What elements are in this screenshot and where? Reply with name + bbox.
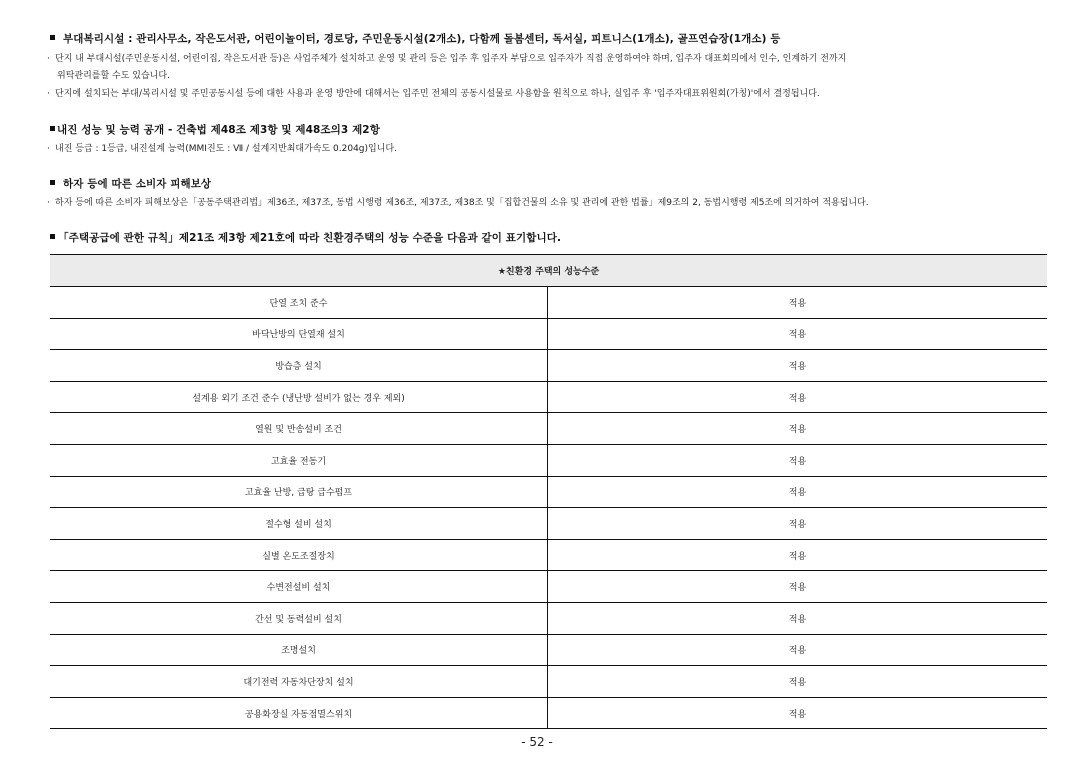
status-cell: 적용 xyxy=(548,508,1048,540)
item-cell: 고효율 전동기 xyxy=(50,444,548,476)
welfare-line-2 xyxy=(57,68,170,81)
status-cell: 적용 xyxy=(548,287,1048,319)
welfare-line-1-text: 단지 내 부대시설(주민운동시설, 어린이집, 작은도서관 등)은 사업주체가 설치하고 운영 및 관리 등은 입주 후 입주자 부담으로 입주자가 직접 운영하여야 하며, 입주자 대표회의에서 인수, 인계하기 전까지 xyxy=(55,54,847,64)
item-cell: 수변전설비 설치 xyxy=(50,571,548,603)
welfare-line-3 xyxy=(47,86,820,99)
section-title-welfare-text: 부대복리시설 : 관리사무소, 작은도서관, 어린이놀이터, 경로당, 주민운동시설(2개소), 다함께 돌봄센터, 독서실, 피트니스(1개소), 골프연습장(1개소) 등 xyxy=(63,33,781,45)
section-title-welfare xyxy=(50,31,781,46)
square-bullet-icon xyxy=(50,35,55,40)
section-title-seismic-text: 내진 성능 및 능력 공개 - 건축법 제48조 제3항 및 제48조의3 제2항 xyxy=(57,124,380,136)
item-cell: 단열 조치 준수 xyxy=(50,287,548,319)
item-cell: 고효율 난방, 급탕 급수펌프 xyxy=(50,476,548,508)
status-cell: 적용 xyxy=(548,318,1048,350)
section-title-eco xyxy=(50,230,561,245)
section-title-eco-text: 「주택공급에 관한 규칙」제21조 제3항 제21호에 따라 친환경주택의 성능 수준을 다음과 같이 표기합니다. xyxy=(58,232,562,244)
item-cell: 실별 온도조절장치 xyxy=(50,539,548,571)
table-row xyxy=(50,602,1047,634)
table-row xyxy=(50,381,1047,413)
table-row xyxy=(50,318,1047,350)
item-cell: 방습층 설치 xyxy=(50,350,548,382)
seismic-line-1-text: 내진 등급 : 1등급, 내진설계 능력(MMI진도 : Ⅶ / 설계지반최대가속도 0.204g)입니다. xyxy=(55,144,397,154)
item-cell: 절수형 설비 설치 xyxy=(50,508,548,540)
item-cell: 대기전력 자동차단장치 설치 xyxy=(50,666,548,698)
status-cell: 적용 xyxy=(548,476,1048,508)
status-cell: 적용 xyxy=(548,602,1048,634)
table-row xyxy=(50,666,1047,698)
table-row xyxy=(50,350,1047,382)
status-cell: 적용 xyxy=(548,666,1048,698)
dot-bullet-icon: · xyxy=(47,89,50,99)
section-title-defect xyxy=(50,176,211,191)
square-bullet-icon xyxy=(50,126,55,131)
table-row xyxy=(50,444,1047,476)
table-row xyxy=(50,571,1047,603)
status-cell: 적용 xyxy=(548,634,1048,666)
status-cell: 적용 xyxy=(548,444,1048,476)
section-title-seismic xyxy=(50,122,380,137)
welfare-line-1 xyxy=(47,51,846,64)
dot-bullet-icon: · xyxy=(47,144,50,154)
table-body xyxy=(50,287,1047,729)
section-title-defect-text: 하자 등에 따른 소비자 피해보상 xyxy=(63,178,212,190)
status-cell: 적용 xyxy=(548,697,1048,729)
table-row xyxy=(50,634,1047,666)
welfare-line-2-text: 위탁관리를할 수도 있습니다. xyxy=(57,71,170,81)
seismic-line-1 xyxy=(47,141,397,154)
item-cell: 공용화장실 자동점멸스위치 xyxy=(50,697,548,729)
table-row xyxy=(50,413,1047,445)
status-cell: 적용 xyxy=(548,413,1048,445)
table-row xyxy=(50,287,1047,319)
dot-bullet-icon: · xyxy=(47,198,50,208)
dot-bullet-icon: · xyxy=(47,54,50,64)
item-cell: 바닥난방의 단열재 설치 xyxy=(50,318,548,350)
defect-line-1-text: 하자 등에 따른 소비자 피해보상은「공동주택관리법」제36조, 제37조, 동법 시행령 제36조, 제37조, 제38조 및「집합건물의 소유 및 관리에 관한 법률」제9조의 2, 동법시행령 제5조에 의거하여 적용됩니다. xyxy=(55,198,869,208)
status-cell: 적용 xyxy=(548,571,1048,603)
table-row xyxy=(50,476,1047,508)
status-cell: 적용 xyxy=(548,381,1048,413)
square-bullet-icon xyxy=(50,180,55,185)
item-cell: 열원 및 반송설비 조건 xyxy=(50,413,548,445)
table-row xyxy=(50,508,1047,540)
eco-performance-table xyxy=(50,254,1047,729)
defect-line-1 xyxy=(47,195,869,208)
status-cell: 적용 xyxy=(548,350,1048,382)
table-header-cell: ★친환경 주택의 성능수준 xyxy=(50,255,1047,287)
welfare-line-3-text: 단지에 설치되는 부대/복리시설 및 주민공동시설 등에 대한 사용과 운영 방안에 대해서는 입주민 전체의 공동시설물로 사용함을 원칙으로 하나, 실입주 후 '입주자대표위원회(가칭)'에서 결정됩니다. xyxy=(55,89,820,99)
item-cell: 조명설치 xyxy=(50,634,548,666)
item-cell: 간선 및 동력설비 설치 xyxy=(50,602,548,634)
status-cell: 적용 xyxy=(548,539,1048,571)
table-row xyxy=(50,539,1047,571)
table-row xyxy=(50,697,1047,729)
page-number: - 52 - xyxy=(521,735,553,749)
table-header-row xyxy=(50,255,1047,287)
item-cell: 설계용 외기 조건 준수 (냉난방 설비가 없는 경우 제외) xyxy=(50,381,548,413)
square-bullet-icon xyxy=(50,234,55,239)
